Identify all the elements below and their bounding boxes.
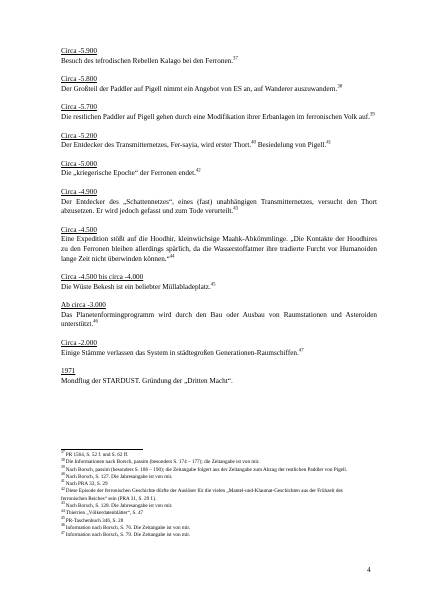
footnote-text: PR 1564, S. 52 f. und S. 62 ff.: [65, 452, 129, 458]
timeline-entry: [61, 47, 377, 66]
footnote-ref[interactable]: 41: [326, 140, 332, 146]
footnote-text: Nach Borsch, passim (besonders S. 186 – 190); die Zeitangabe folgert aus der Zeitangabe zum Abzug der restlichen Paddler von Pigell.: [65, 466, 348, 473]
footnote-text: Information nach Borsch, S. 76. Die Zeitangabe ist von mir.: [65, 524, 191, 531]
footnote-ref[interactable]: 47: [298, 348, 304, 354]
footnote-number: 43: [61, 501, 65, 506]
footnote-ref[interactable]: 39: [369, 112, 375, 118]
entry-text: [61, 311, 377, 330]
entry-date: Circa -4.900: [61, 187, 97, 196]
footnote: [61, 486, 361, 506]
entry-text-content: Das Planetenformingprogramm wird durch den Bau oder Ausbau von Raumstationen und Asteroiden unterstützt.: [61, 310, 377, 329]
timeline-entry: [61, 75, 377, 94]
footnote-ref[interactable]: 44: [169, 254, 175, 260]
timeline-body: [61, 47, 377, 395]
footnote-number: 44: [61, 508, 65, 513]
entry-text-content: Der Entdecker des „Schattennetzes“, eines (fast) unabhängigen Transmitternetzes, versucht den Thort abzusetzen. Er wird jedoch gefasst und zum Tode verurteilt.: [61, 197, 377, 216]
entry-text: [61, 349, 377, 359]
footnotes: [61, 452, 361, 540]
timeline-entry: [61, 188, 377, 217]
footnote-number: 37: [61, 450, 65, 455]
footnote: [61, 459, 361, 466]
footnote-ref[interactable]: 46: [93, 320, 98, 326]
entry-date: 1971: [61, 367, 76, 376]
entry-date: Circa -5.800: [61, 75, 97, 84]
entry-text-content: Die Wüste Bekesh ist ein beliebter Müllabladeplatz.: [61, 282, 211, 291]
entry-date: Circa -2.000: [61, 339, 97, 348]
entry-text-content: Die „kriegerische Epoche“ der Ferronen endet.: [61, 169, 196, 178]
timeline-entry: [61, 160, 377, 179]
page-number: 4: [367, 566, 371, 574]
entry-text-content: Eine Expedition stößt auf die Hoodhir, kleinwüchsige Maahk-Abkömmlinge. „Die Kontakte der Hoodhires zu den Ferronen bleiben allerdings spärlich, da die Wasserstoffatmer ihre tradierte Furcht vor Humanoiden lange Zeit nicht überwinden können.“: [61, 235, 377, 263]
entry-text-content: Die restlichen Paddler auf Pigell gehen durch eine Modifikation ihrer Erbanlagen im ferronischen Volk auf.: [61, 112, 370, 121]
timeline-entry: [61, 132, 377, 151]
footnote: [61, 510, 361, 517]
timeline-entry: [61, 339, 377, 358]
entry-date: Circa -5.700: [61, 103, 97, 112]
footnote-text: PR-Taschenbuch 346, S. 28: [65, 517, 124, 524]
entry-text: [61, 141, 377, 151]
footnote-text: Information nach Borsch, S. 79. Die Zeitangabe ist von mir.: [65, 532, 191, 539]
entry-text-content: Der Großteil der Paddler auf Pigell nimmt ein Angebot von ES an, auf Wanderer auszuwandern.: [61, 84, 338, 93]
footnote-number: 38: [61, 457, 65, 462]
entry-text: [61, 377, 377, 387]
entry-text: [61, 85, 377, 95]
entry-date: Circa -5.900: [61, 47, 97, 55]
footnote-ref[interactable]: 40: [251, 140, 256, 146]
entry-text: [61, 57, 377, 67]
entry-text-content: Besiedelung von Pigell.: [255, 141, 327, 150]
entry-text: [61, 235, 377, 264]
footnote-ref[interactable]: 45: [210, 282, 216, 288]
footnote-ref[interactable]: 43: [233, 206, 239, 212]
timeline-entry: [61, 301, 377, 330]
timeline-entry: [61, 103, 377, 122]
entry-text: [61, 283, 377, 293]
footnote-number: 40: [61, 472, 65, 477]
footnote-text: Thierrien „Völkerdatenblätter“, S. 47: [65, 510, 144, 517]
footnote-text: Nach Borsch, S. 127. Die Jahresangabe ist von mir.: [65, 473, 173, 480]
footnote-text: Nach Borsch, S. 128. Die Jahresangabe ist von mir.: [65, 503, 173, 510]
footnote-number: 42: [61, 486, 65, 491]
footnote-number: 41: [61, 479, 65, 484]
entry-text-content: Mondflug der STARDUST. Gründung der „Dritten Macht“.: [61, 376, 233, 385]
entry-date: Ab circa -3.000: [61, 301, 106, 310]
entry-date: Circa -5.200: [61, 131, 97, 140]
entry-date: Circa -4.500: [61, 225, 97, 234]
footnote-number: 45: [61, 515, 65, 520]
footnote-number: 46: [61, 523, 65, 528]
entry-text: [61, 198, 377, 217]
footnote-ref[interactable]: 42: [195, 168, 201, 174]
entry-text-content: Der Entdecker des Transmitternetzes, Fer-sayia, wird erster Thort.: [61, 141, 252, 150]
entry-text-content: Einige Stämme verlassen das System in städtegroßen Generationen-Raumschiffen.: [61, 348, 299, 357]
footnote-text: Diese Episode der ferronischen Geschichte dürfte der Auslöser für die vielen „Mantel-und-Klaumat-Geschichten aus der Frühzeit des ferronischen Reiches“ sein (PRA 31, S. 29 f.).: [61, 488, 343, 502]
entry-date: Circa -4.500 bis circa -4.000: [61, 273, 144, 282]
footnote-ref[interactable]: 37: [233, 56, 238, 62]
footnote-number: 39: [61, 464, 65, 469]
footnote-number: 47: [61, 530, 65, 535]
footnote-text: Nach PRA 33, S. 29: [65, 481, 108, 488]
footnote: [61, 532, 361, 539]
entry-text: [61, 169, 377, 179]
timeline-entry: [61, 367, 377, 386]
timeline-entry: [61, 226, 377, 264]
entry-date: Circa -5.000: [61, 159, 97, 168]
entry-text: [61, 113, 377, 123]
entry-text-content: Besuch des tefrodischen Rebellen Kalago bei den Ferronen.: [61, 56, 234, 65]
footnote-text: Die Informationen nach Borsch, passim (besonders S. 174 – 177); die Zeitangabe ist von mir.: [65, 459, 260, 466]
footnote-divider: [61, 449, 143, 450]
timeline-entry: [61, 273, 377, 292]
footnote-ref[interactable]: 38: [337, 84, 343, 90]
